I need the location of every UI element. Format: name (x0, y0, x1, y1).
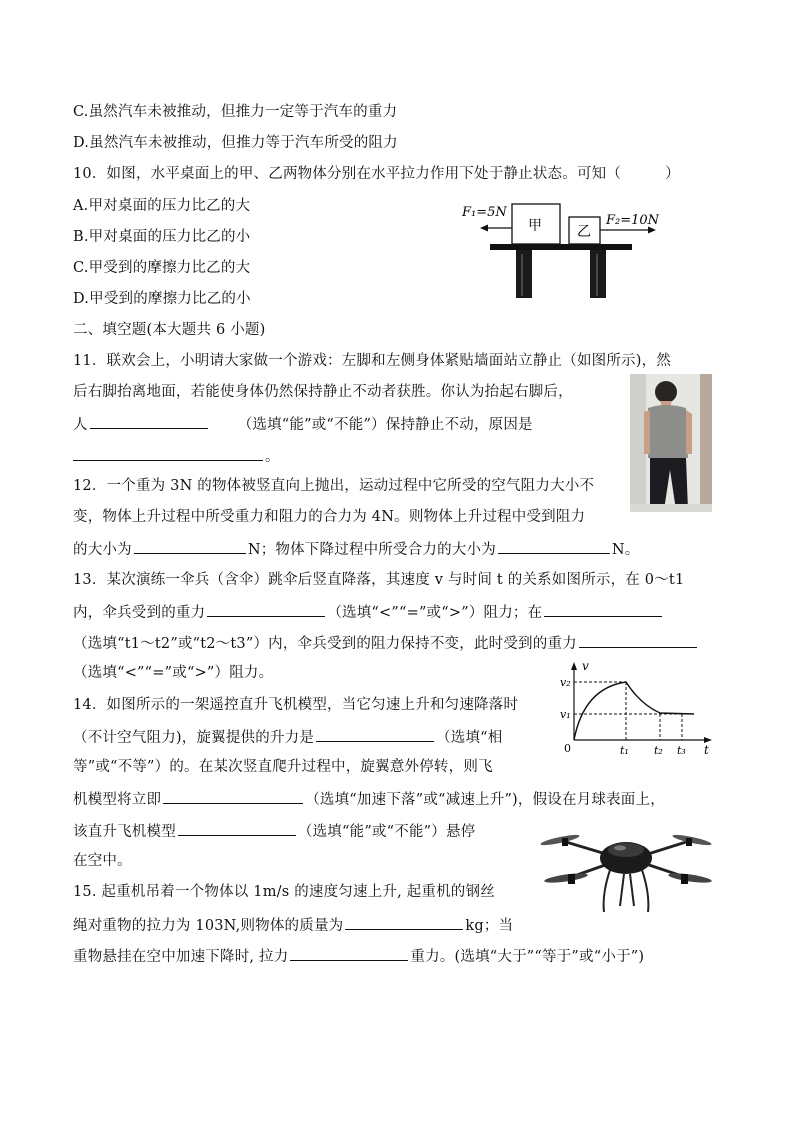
q11-line-2: 后右脚抬离地面，若能使身体仍然保持静止不动者获胜。你认为抬起右脚后， (73, 384, 573, 400)
q13-axis-v-label: v (582, 660, 589, 673)
q14-line-5-text: （选填“能”或“不能”）悬停 (297, 824, 476, 840)
q14-rotor-3 (544, 871, 589, 884)
q11-line-4-period: 。 (265, 449, 280, 465)
q13-line-2-text: （选填“<”“=”或“>”）阻力；在 (327, 605, 543, 621)
q14-line-4-prefix: 机模型将立即 (73, 792, 162, 808)
q14-rotor-4 (668, 871, 713, 884)
q10-f1-label: F₁=5N (462, 205, 507, 220)
q15-blank-1[interactable] (345, 913, 463, 930)
q10-option-c: C.甲受到的摩擦力比乙的大 (73, 260, 251, 276)
q11-line-4 (73, 444, 280, 468)
q9-option-d: D.虽然汽车未被推动，但推力等于汽车所受的阻力 (73, 135, 398, 151)
q14-line-5 (73, 819, 475, 843)
q12-line-2: 变，物体上升过程中所受重力和阻力的合力为 4N。则物体上升过程中受到阻力 (73, 509, 586, 525)
q14-drone-figure (536, 818, 716, 918)
q12-line-3 (73, 537, 640, 561)
q14-line-1: 14．如图所示的一架遥控直升飞机模型，当它匀速上升和匀速降落时 (73, 697, 519, 713)
q13-blank-1[interactable] (207, 600, 325, 617)
q13-line-2 (73, 600, 664, 624)
q14-line-5-prefix: 该直升飞机模型 (73, 824, 176, 840)
q10-figure (456, 198, 662, 300)
q14-blank-3[interactable] (178, 819, 296, 836)
q14-line-2-text: （选填“相 (436, 730, 503, 746)
q12-line-3-prefix: 的大小为 (73, 542, 132, 558)
q12-line-3-end: N。 (611, 542, 640, 558)
q11-photo (630, 374, 712, 512)
q10-option-b: B.甲对桌面的压力比乙的小 (73, 229, 251, 245)
q14-blank-1[interactable] (316, 725, 434, 742)
q15-line-3-text: 重力。(选填“大于”“等于”或“小于”) (410, 949, 645, 965)
q10-table-leg-right (590, 250, 606, 298)
q10-block-yi-label: 乙 (577, 224, 591, 240)
q10-stem: 10．如图，水平桌面上的甲、乙两物体分别在水平拉力作用下处于静止状态。可知（ ） (73, 166, 680, 182)
q11-line-3-text: （选填“能”或“不能”）保持静止不动，原因是 (237, 417, 533, 433)
q10-block-jia-label: 甲 (528, 218, 542, 234)
q13-t1-label: t₁ (620, 744, 629, 756)
q12-blank-1[interactable] (134, 537, 246, 554)
q15-blank-2[interactable] (290, 944, 408, 961)
q13-blank-2[interactable] (544, 600, 662, 617)
q14-landing-gear (604, 870, 649, 912)
q15-line-2-prefix: 绳对重物的拉力为 103N,则物体的质量为 (73, 918, 344, 934)
q14-blank-2[interactable] (163, 787, 303, 804)
q12-blank-2[interactable] (498, 537, 610, 554)
q11-line-3 (73, 412, 533, 436)
q9-option-c: C.虽然汽车未被推动，但推力一定等于汽车的重力 (73, 104, 398, 120)
q13-line-3-text: （选填“t1～t2”或“t2～t3”）内，伞兵受到的阻力保持不变，此时受到的重力 (73, 636, 577, 652)
q11-line-1: 11．联欢会上，小明请大家做一个游戏：左脚和左侧身体紧贴墙面站立静止（如图所示)，然 (73, 353, 672, 369)
q11-blank-2[interactable] (73, 444, 263, 461)
q13-t3-label: t₃ (677, 744, 686, 756)
q14-line-2-prefix: （不计空气阻力)，旋翼提供的升力是 (73, 730, 315, 746)
q13-velocity-curve (574, 682, 694, 740)
q13-origin-label: 0 (564, 742, 571, 755)
q14-line-2 (73, 725, 502, 749)
q11-blank-1[interactable] (90, 412, 208, 429)
q15-line-2-text: kg；当 (465, 918, 514, 934)
q13-vt-graph (558, 660, 716, 756)
q14-line-3: 等”或“不等”）的。在某次竖直爬升过程中，旋翼意外停转，则飞 (73, 759, 493, 775)
q10-option-a: A.甲对桌面的压力比乙的大 (73, 198, 251, 214)
q10-f1-arrowhead (480, 225, 488, 232)
q15-line-2 (73, 913, 513, 937)
q13-line-3 (73, 631, 699, 655)
q13-t2-label: t₂ (654, 744, 663, 756)
q10-f2-label: F₂=10N (606, 213, 660, 228)
q10-table-leg-left (516, 250, 532, 298)
q14-line-6: 在空中。 (73, 853, 132, 869)
q15-line-1: 15. 起重机吊着一个物体以 1m/s 的速度匀速上升, 起重机的钢丝 (73, 884, 495, 900)
q12-line-1: 12．一个重为 3N 的物体被竖直向上抛出，运动过程中它所受的空气阻力大小不 (73, 478, 595, 494)
q10-table-top (490, 244, 632, 250)
q11-person-shirt (648, 405, 688, 458)
q13-line-4: （选填“<”“=”或“>”）阻力。 (73, 665, 274, 681)
q15-line-3-prefix: 重物悬挂在空中加速下降时, 拉力 (73, 949, 289, 965)
q13-v1-label: v₁ (560, 708, 571, 721)
q10-option-d: D.甲受到的摩擦力比乙的小 (73, 291, 251, 307)
q14-line-4 (73, 787, 665, 811)
q13-v2-label: v₂ (560, 676, 571, 689)
q14-line-4-text: （选填“加速下落”或“减速上升”)，假设在月球表面上， (305, 792, 665, 808)
q13-blank-3[interactable] (579, 631, 697, 648)
q15-line-3 (73, 944, 644, 968)
q13-axis-t-label: t (704, 743, 709, 756)
q11-person-head (655, 381, 677, 403)
q12-line-3-mid: N；物体下降过程中所受合力的大小为 (247, 542, 496, 558)
section-2-heading: 二、填空题(本大题共 6 小题) (73, 322, 266, 338)
q11-line-3-prefix: 人 (73, 417, 88, 433)
q13-line-1: 13．某次演练一伞兵（含伞）跳伞后竖直降落，其速度 v 与时间 t 的关系如图所示，在 0～t1 (73, 572, 685, 588)
q13-line-2-prefix: 内，伞兵受到的重力 (73, 605, 206, 621)
